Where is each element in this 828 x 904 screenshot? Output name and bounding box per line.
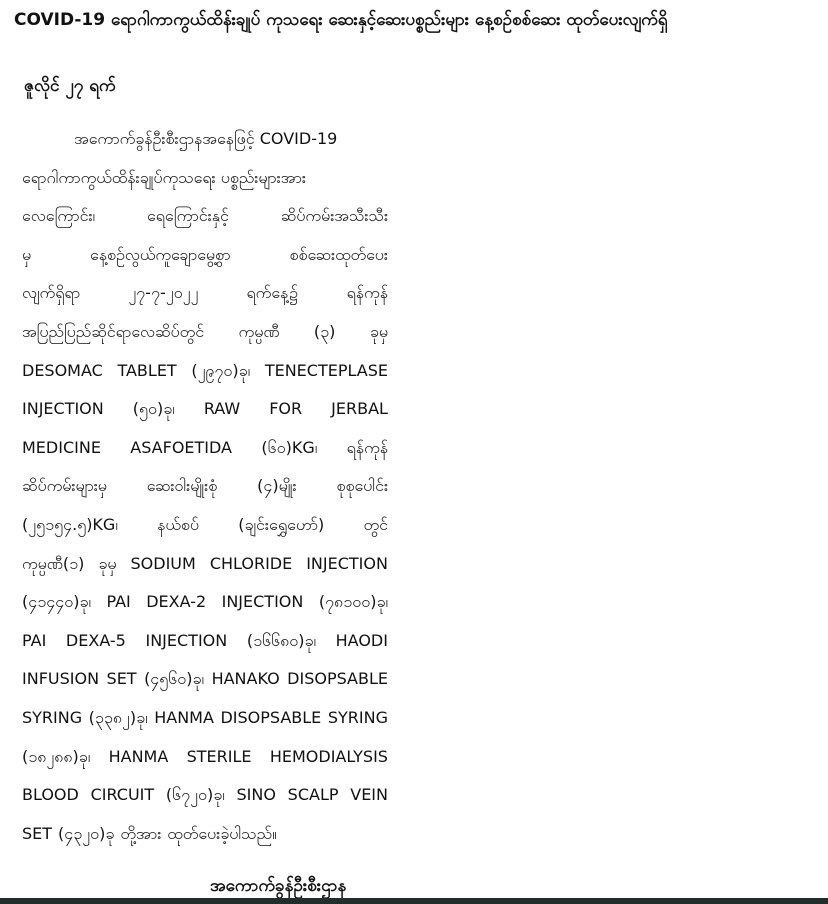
- body-word: TABLET: [117, 360, 177, 380]
- body-word: HANMA: [108, 746, 169, 766]
- body-line: [22, 819, 388, 858]
- body-word: ASAFOETIDA: [130, 437, 232, 457]
- body-line: [22, 433, 388, 472]
- body-word: ၂၇-၇-၂၀၂၂: [128, 283, 199, 303]
- signature: အကောက်ခွန်ဦးစီးဌာန: [210, 876, 347, 896]
- body-word: ဆိပ်ကမ်းအသီးသီး: [280, 206, 388, 226]
- body-word: RAW: [203, 399, 241, 419]
- body-word: INJECTION: [145, 630, 228, 650]
- body-word: DESOMAC: [22, 360, 103, 380]
- body-word: SYRING: [22, 707, 83, 727]
- body-line: [22, 780, 388, 819]
- body-line: [22, 510, 388, 549]
- headline: COVID-19 ရောဂါကာကွယ်ထိန်းချုပ် ကုသရေး ဆေးနှင့်ဆေးပစ္စည်းများ နေ့စဉ်စစ်ဆေး ထုတ်ပေးလျက်ရှိ: [14, 10, 668, 30]
- body-word: (၆၇၂၀)ခု၊: [165, 785, 225, 805]
- body-word: လေကြောင်း၊: [22, 206, 96, 226]
- body-word: DISOPSABLE: [287, 669, 388, 689]
- body-line: [22, 163, 388, 202]
- date-line: ဇူလိုင် ၂၇ ရက်: [24, 76, 116, 96]
- body-word: FOR: [269, 399, 303, 419]
- body-word: DEXA-2: [146, 592, 207, 612]
- body-word: HAODI: [335, 630, 388, 650]
- body-paragraph: [22, 124, 388, 857]
- body-word: CHLORIDE: [209, 553, 293, 573]
- body-word: (ချင်းရွှေဟော်): [238, 514, 325, 534]
- body-word: INFUSION: [22, 669, 100, 689]
- bottom-bar: [0, 898, 828, 904]
- body-word: ခုမှ: [98, 553, 117, 573]
- body-line: [22, 240, 388, 279]
- body-word: CIRCUIT: [90, 785, 155, 805]
- body-word: INJECTION: [306, 553, 388, 573]
- body-word: (၄)မျိုး: [257, 476, 297, 496]
- body-word: HEMODIALYSIS: [269, 746, 388, 766]
- body-word: ဆိပ်ကမ်းများမှ: [22, 476, 107, 496]
- body-line: [22, 278, 388, 317]
- body-word: ရေကြောင်းနှင့်: [147, 206, 229, 226]
- body-line: [22, 549, 388, 588]
- body-word: JERBAL: [331, 399, 388, 419]
- body-word: စစ်ဆေးထုတ်ပေး: [289, 244, 388, 264]
- body-word: ထုတ်ပေးခဲ့ပါသည်။: [167, 823, 277, 843]
- body-word: DISOPSABLE: [220, 707, 322, 727]
- body-word: (၅၀)ခု၊: [132, 399, 175, 419]
- body-word: (၄၃၂၀)ခု: [58, 823, 115, 843]
- body-word: PAI: [106, 592, 131, 612]
- body-word: (၁၆၆၈၀)ခု၊: [246, 630, 317, 650]
- body-word: တွင်: [363, 514, 388, 534]
- body-word: SET: [22, 823, 53, 843]
- body-line: [22, 626, 388, 665]
- body-word: ရောဂါကာကွယ်ထိန်းချုပ်ကုသရေး ပစ္စည်းများအား: [22, 167, 306, 187]
- body-word: ကုမ္ပဏီ(၁): [22, 553, 85, 573]
- body-line: [22, 124, 388, 163]
- body-word: နေ့စဉ်လွယ်ကူချောမွေ့စွာ: [90, 244, 231, 264]
- body-word: SINO: [236, 785, 276, 805]
- body-word: MEDICINE: [22, 437, 101, 457]
- body-word: ရက်နေ့၌: [246, 283, 299, 303]
- body-word: ရန်ကုန်: [346, 283, 388, 303]
- body-word: ရန်ကုန်: [346, 437, 388, 457]
- body-line: [22, 356, 388, 395]
- body-word: စုစုပေါင်း: [336, 476, 388, 496]
- body-word: (၄၁၄၄၀)ခု၊: [22, 592, 92, 612]
- body-word: (၃၃၈၂)ခု၊: [88, 707, 148, 727]
- body-word: HANAKO: [211, 669, 280, 689]
- body-word: အကောက်ခွန်ဦးစီးဌာနအနေဖြင့် COVID-19: [74, 129, 338, 148]
- body-word: STERILE: [186, 746, 252, 766]
- body-word: HANMA: [154, 707, 214, 727]
- body-line: [22, 201, 388, 240]
- body-word: INJECTION: [221, 592, 304, 612]
- body-line: [22, 664, 388, 703]
- body-word: TENECTEPLASE: [264, 360, 388, 380]
- body-line: [22, 742, 388, 781]
- body-line: [22, 703, 388, 742]
- body-word: SET: [106, 669, 137, 689]
- body-line: [22, 587, 388, 626]
- body-word: (၃): [313, 321, 336, 341]
- body-word: INJECTION: [22, 399, 104, 419]
- body-word: BLOOD: [22, 785, 79, 805]
- body-word: SODIUM: [130, 553, 196, 573]
- body-word: မှ: [22, 244, 32, 264]
- body-word: တို့အား: [120, 823, 162, 843]
- body-word: (၁၈၂၈၈)ခု၊: [22, 746, 91, 766]
- body-word: လျက်ရှိရာ: [22, 283, 81, 303]
- body-word: ဆေးဝါးမျိုးစုံ: [146, 476, 218, 496]
- body-word: အပြည်ပြည်ဆိုင်ရာလေဆိပ်တွင်: [22, 321, 205, 341]
- body-word: (၂၅၁၅၄.၅)KG၊: [22, 514, 118, 534]
- body-word: (၄၅၆၀)ခု၊: [144, 669, 205, 689]
- body-line: [22, 471, 388, 510]
- body-line: [22, 317, 388, 356]
- body-word: SYRING: [327, 707, 388, 727]
- body-word: ကုမ္ပဏီ: [238, 321, 280, 341]
- body-word: VEIN: [350, 785, 388, 805]
- body-word: နယ်စပ်: [157, 514, 200, 534]
- body-word: (၇၈၁၀၀)ခု၊: [318, 592, 388, 612]
- body-word: DEXA-5: [65, 630, 126, 650]
- body-word: (၂၉၇၀)ခု၊: [191, 360, 251, 380]
- body-word: SCALP: [287, 785, 339, 805]
- body-word: PAI: [22, 630, 47, 650]
- body-line: [22, 394, 388, 433]
- body-word: (၆၀)KG၊: [261, 437, 318, 457]
- body-word: ခုမှ: [369, 321, 388, 341]
